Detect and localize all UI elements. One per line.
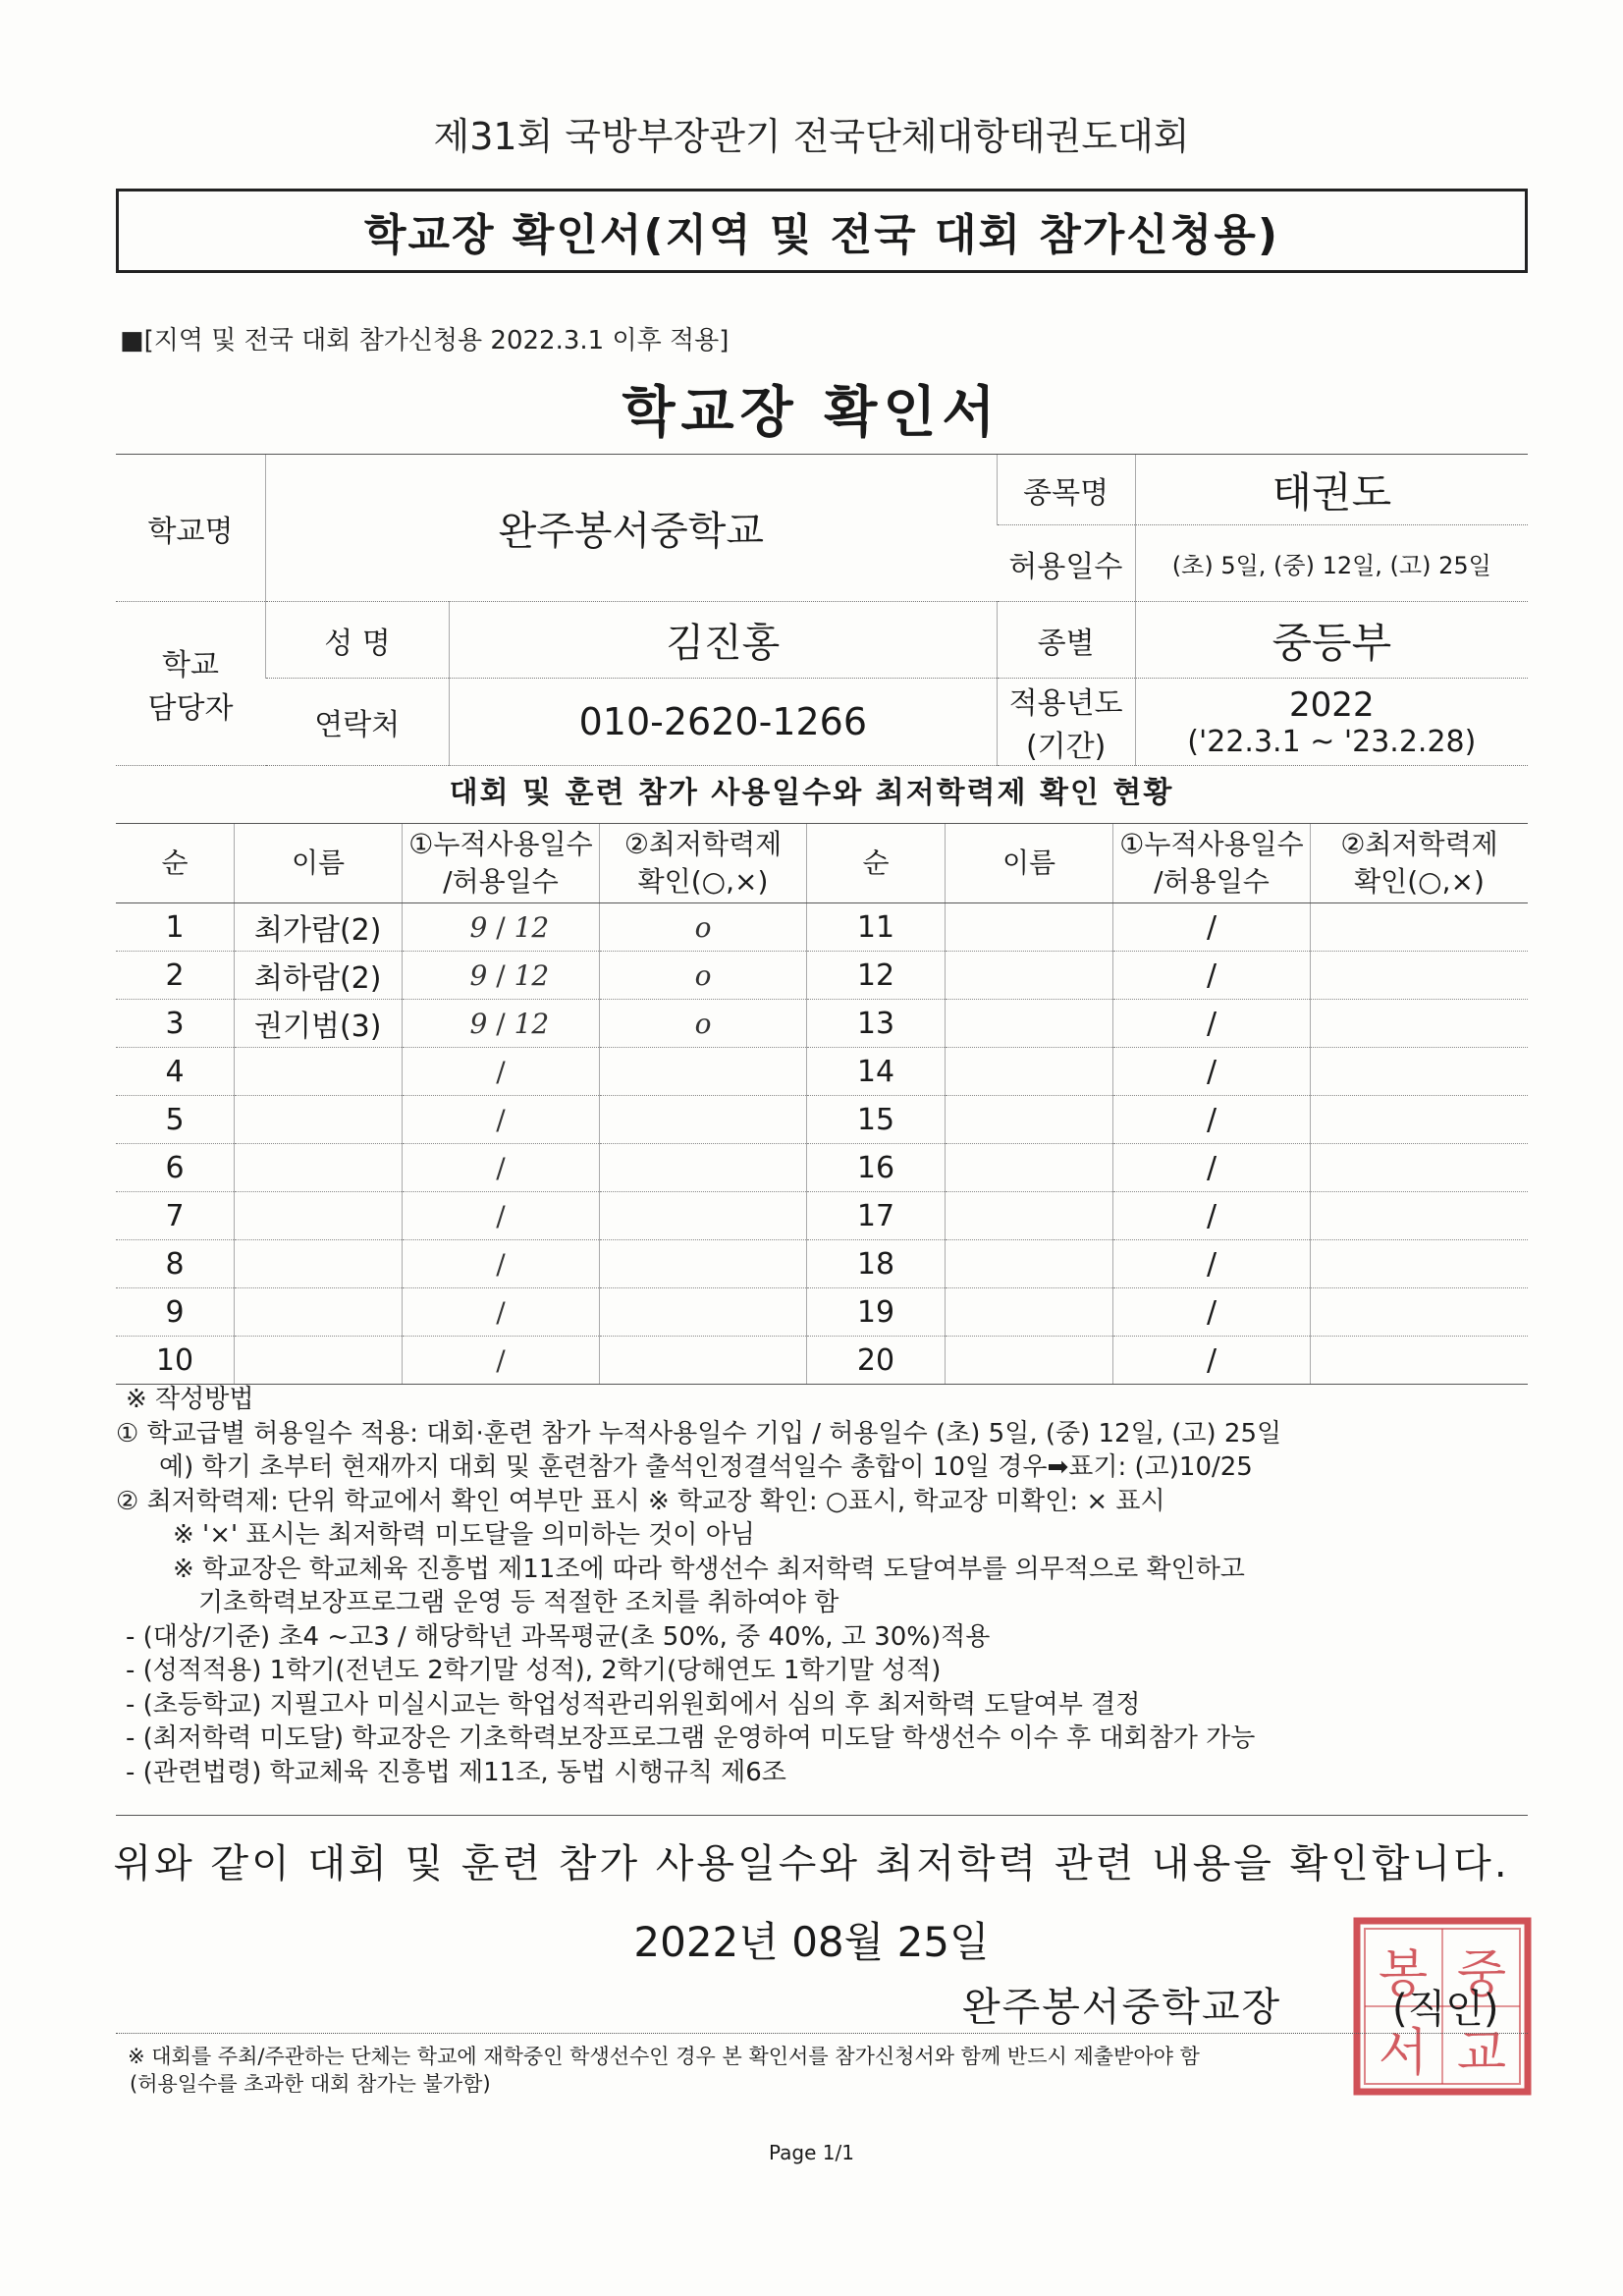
roster-section-title: 대회 및 훈련 참가 사용일수와 최저학력제 확인 현황 [449, 776, 1174, 810]
manager-label [116, 602, 266, 766]
row-days [403, 952, 600, 1000]
col-days-line2: /허용일수 [443, 865, 559, 898]
row-days [403, 1000, 600, 1048]
slash-separator: / [487, 1343, 514, 1377]
row-number-2: 20 [807, 1337, 946, 1385]
row-confirm-2 [1311, 1337, 1529, 1385]
contact-value: 010-2620-1266 [450, 679, 998, 766]
row-confirm-2 [1311, 1192, 1529, 1240]
row-days [403, 1048, 600, 1096]
footer-note [128, 2043, 1542, 2098]
divider [116, 1815, 1528, 1816]
row-days-2: / [1113, 1192, 1311, 1240]
col-days [403, 824, 600, 903]
col-no: 순 [116, 824, 235, 903]
roster-row [116, 952, 1528, 1000]
row-name-2 [946, 1192, 1113, 1240]
row-number-2: 13 [807, 1000, 946, 1048]
row-days-2: / [1113, 1000, 1311, 1048]
row-confirm: o [600, 1000, 807, 1048]
applies-note: ■[지역 및 전국 대회 참가신청용 2022.3.1 이후 적용] [120, 326, 730, 355]
svg-text:봉: 봉 [1378, 1945, 1429, 2004]
row-name-2 [946, 1144, 1113, 1192]
col-confirm-line2: 확인(○,×) [637, 865, 769, 898]
roster-row [116, 1288, 1528, 1337]
year-value-cell [1135, 679, 1528, 766]
row-number: 10 [116, 1337, 235, 1385]
row-number: 8 [116, 1240, 235, 1288]
roster-row [116, 1240, 1528, 1288]
footer-note-line2: (허용일수를 초과한 대회 참가는 불가함) [130, 2072, 491, 2096]
row-name [235, 1144, 403, 1192]
row-confirm-2 [1311, 1144, 1529, 1192]
row-confirm [600, 1288, 807, 1337]
row-confirm [600, 1337, 807, 1385]
row-confirm: o [600, 903, 807, 952]
col-name-2: 이름 [946, 824, 1113, 903]
sport-value: 태권도 [1135, 455, 1528, 525]
roster-row [116, 1192, 1528, 1240]
col-confirm-2-line1: ②최저학력제 [1340, 828, 1498, 860]
row-confirm-2 [1311, 1048, 1529, 1096]
row-number: 5 [116, 1096, 235, 1144]
row-number-2: 15 [807, 1096, 946, 1144]
row-number-2: 19 [807, 1288, 946, 1337]
roster-table [116, 823, 1528, 1385]
sport-label: 종목명 [997, 455, 1135, 525]
row-confirm-2 [1311, 1240, 1529, 1288]
row-days [403, 1240, 600, 1288]
contact-label: 연락처 [266, 679, 450, 766]
confirm-text: 위와 같이 대회 및 훈련 참가 사용일수와 최저학력 관련 내용을 확인합니다. [113, 1841, 1510, 1886]
row-number: 1 [116, 903, 235, 952]
instruction-line: ① 학교급별 허용일수 적용: 대회·훈련 참가 누적사용일수 기입 / 허용일수 (초) 5일, (중) 12일, (고) 25일 [116, 1418, 1282, 1449]
row-number: 3 [116, 1000, 235, 1048]
row-days [403, 1096, 600, 1144]
document-title-box: 학교장 확인서(지역 및 전국 대회 참가신청용) [116, 189, 1528, 273]
row-name: 최하람(2) [235, 952, 403, 1000]
division-value: 중등부 [1135, 602, 1528, 679]
row-number: 9 [116, 1288, 235, 1337]
row-name-2 [946, 903, 1113, 952]
col-days-2 [1113, 824, 1311, 903]
roster-row [116, 1048, 1528, 1096]
roster-row [116, 903, 1528, 952]
division-label: 종별 [997, 602, 1135, 679]
svg-text:서: 서 [1378, 2024, 1429, 2083]
row-number: 7 [116, 1192, 235, 1240]
row-name [235, 1096, 403, 1144]
year-label-line2: (기간) [1025, 730, 1107, 764]
page-number: Page 1/1 [769, 2141, 854, 2164]
instruction-line: ※ 학교장은 학교체육 진흥법 제11조에 따라 학생선수 최저학력 도달여부를 의무적으로 확인하고 [173, 1554, 1245, 1584]
row-name [235, 1048, 403, 1096]
row-used-days: 9 [469, 1007, 488, 1040]
row-allowed-days: 12 [514, 958, 550, 992]
footer-divider [116, 2033, 1528, 2034]
col-days-2-line1: ①누적사용일수 [1119, 828, 1304, 860]
col-name: 이름 [235, 824, 403, 903]
instruction-line: ※ '×' 표시는 최저학력 미도달을 의미하는 것이 아님 [173, 1520, 755, 1550]
row-number-2: 16 [807, 1144, 946, 1192]
row-confirm-2 [1311, 1288, 1529, 1337]
row-name [235, 1192, 403, 1240]
roster-row [116, 1000, 1528, 1048]
row-name-2 [946, 1337, 1113, 1385]
row-name-2 [946, 1096, 1113, 1144]
row-name: 최가람(2) [235, 903, 403, 952]
col-confirm-line1: ②최저학력제 [623, 828, 783, 860]
row-number-2: 17 [807, 1192, 946, 1240]
main-title: 학교장 확인서 [622, 381, 1001, 445]
instruction-line: - (초등학교) 지필고사 미실시교는 학업성적관리위원회에서 심의 후 최저학력 도달여부 결정 [126, 1689, 1141, 1720]
row-number: 2 [116, 952, 235, 1000]
year-label [997, 679, 1135, 766]
row-days [403, 1337, 600, 1385]
row-confirm [600, 1144, 807, 1192]
row-days-2: / [1113, 1240, 1311, 1288]
instruction-line: - (성적적용) 1학기(전년도 2학기말 성적), 2학기(당해연도 1학기말 성적) [126, 1656, 942, 1685]
row-confirm [600, 1240, 807, 1288]
row-allowed-days: 12 [514, 1007, 550, 1040]
slash-separator: / [487, 1247, 514, 1281]
name-label: 성 명 [266, 602, 450, 679]
row-days-2: / [1113, 952, 1311, 1000]
row-days-2: / [1113, 1337, 1311, 1385]
col-days-2-line2: /허용일수 [1154, 865, 1270, 898]
col-confirm [600, 824, 807, 903]
footer-note-line1: ※ 대회를 주최/주관하는 단체는 학교에 재학중인 학생선수인 경우 본 확인서를 참가신청서와 함께 반드시 제출받아야 함 [128, 2045, 1200, 2068]
allowed-label: 허용일수 [997, 525, 1135, 602]
school-label: 학교명 [116, 455, 266, 602]
svg-text:교: 교 [1456, 2024, 1507, 2083]
name-value: 김진홍 [450, 602, 998, 679]
row-name-2 [946, 1000, 1113, 1048]
row-days [403, 1192, 600, 1240]
row-confirm-2 [1311, 903, 1529, 952]
event-title: 제31회 국방부장관기 전국단체대항태권도대회 [433, 115, 1190, 158]
row-name [235, 1337, 403, 1385]
row-days-2: / [1113, 1096, 1311, 1144]
col-confirm-2-line2: 확인(○,×) [1354, 865, 1485, 898]
row-allowed-days: 12 [514, 910, 550, 944]
slash-separator: / [487, 910, 514, 944]
instruction-line: - (관련법령) 학교체육 진흥법 제11조, 동법 시행규칙 제6조 [126, 1757, 786, 1787]
instruction-line: 기초학력보장프로그램 운영 등 적절한 조치를 취하여야 함 [198, 1588, 839, 1617]
roster-row [116, 1144, 1528, 1192]
instructions-heading: ※ 작성방법 [126, 1385, 254, 1414]
row-used-days: 9 [469, 958, 488, 992]
school-value: 완주봉서중학교 [266, 455, 998, 602]
slash-separator: / [487, 958, 514, 992]
instructions [116, 1383, 1530, 1789]
row-number: 6 [116, 1144, 235, 1192]
instruction-line: - (최저학력 미도달) 학교장은 기초학력보장프로그램 운영하여 미도달 학생선수 이수 후 대회참가 가능 [126, 1723, 1256, 1753]
instruction-line: 예) 학기 초부터 현재까지 대회 및 훈련참가 출석인정결석일수 총합이 10일 경우➡표기: (고)10/25 [159, 1452, 1253, 1482]
row-confirm: o [600, 952, 807, 1000]
roster-body [116, 903, 1528, 1385]
seal-label: (직인) [1392, 1987, 1499, 2032]
slash-separator: / [487, 1151, 514, 1184]
slash-separator: / [487, 1199, 514, 1232]
roster-row [116, 1096, 1528, 1144]
manager-label-line1: 학교 [162, 648, 219, 683]
year-label-line1: 적용년도 [1008, 686, 1123, 721]
row-confirm-2 [1311, 952, 1529, 1000]
slash-separator: / [487, 1007, 514, 1040]
row-days-2: / [1113, 903, 1311, 952]
col-confirm-2 [1311, 824, 1529, 903]
row-name-2 [946, 952, 1113, 1000]
info-table [116, 454, 1528, 766]
year-value: 2022 [1289, 684, 1375, 725]
row-confirm [600, 1192, 807, 1240]
row-days-2: / [1113, 1288, 1311, 1337]
allowed-value: (초) 5일, (중) 12일, (고) 25일 [1135, 525, 1528, 602]
principal-name: 완주봉서중학교장 [962, 1985, 1282, 2030]
row-days [403, 903, 600, 952]
roster-row [116, 1337, 1528, 1385]
row-days [403, 1144, 600, 1192]
slash-separator: / [487, 1295, 514, 1329]
instruction-line: ② 최저학력제: 단위 학교에서 확인 여부만 표시 ※ 학교장 확인: ○표시, 학교장 미확인: × 표시 [116, 1486, 1165, 1516]
row-name: 권기범(3) [235, 1000, 403, 1048]
col-no-2: 순 [807, 824, 946, 903]
roster-header-row [116, 824, 1528, 903]
row-confirm-2 [1311, 1096, 1529, 1144]
row-days-2: / [1113, 1048, 1311, 1096]
svg-text:중: 중 [1456, 1945, 1507, 2004]
period-value: ('22.3.1 ~ '23.2.28) [1187, 724, 1477, 759]
row-number-2: 14 [807, 1048, 946, 1096]
row-confirm [600, 1096, 807, 1144]
slash-separator: / [487, 1103, 514, 1136]
row-confirm-2 [1311, 1000, 1529, 1048]
row-name-2 [946, 1288, 1113, 1337]
col-days-line1: ①누적사용일수 [408, 828, 593, 860]
row-days [403, 1288, 600, 1337]
row-confirm [600, 1048, 807, 1096]
row-name [235, 1240, 403, 1288]
instruction-line: - (대상/기준) 초4 ~고3 / 해당학년 과목평균(초 50%, 중 40%, 고 30%)적용 [126, 1621, 991, 1652]
row-number-2: 12 [807, 952, 946, 1000]
slash-separator: / [487, 1055, 514, 1088]
row-name-2 [946, 1048, 1113, 1096]
row-name-2 [946, 1240, 1113, 1288]
row-number: 4 [116, 1048, 235, 1096]
date-line: 2022년 08월 25일 [633, 1918, 990, 1966]
row-number-2: 11 [807, 903, 946, 952]
row-used-days: 9 [469, 910, 488, 944]
row-name [235, 1288, 403, 1337]
row-days-2: / [1113, 1144, 1311, 1192]
manager-label-line2: 담당자 [147, 691, 234, 726]
row-number-2: 18 [807, 1240, 946, 1288]
